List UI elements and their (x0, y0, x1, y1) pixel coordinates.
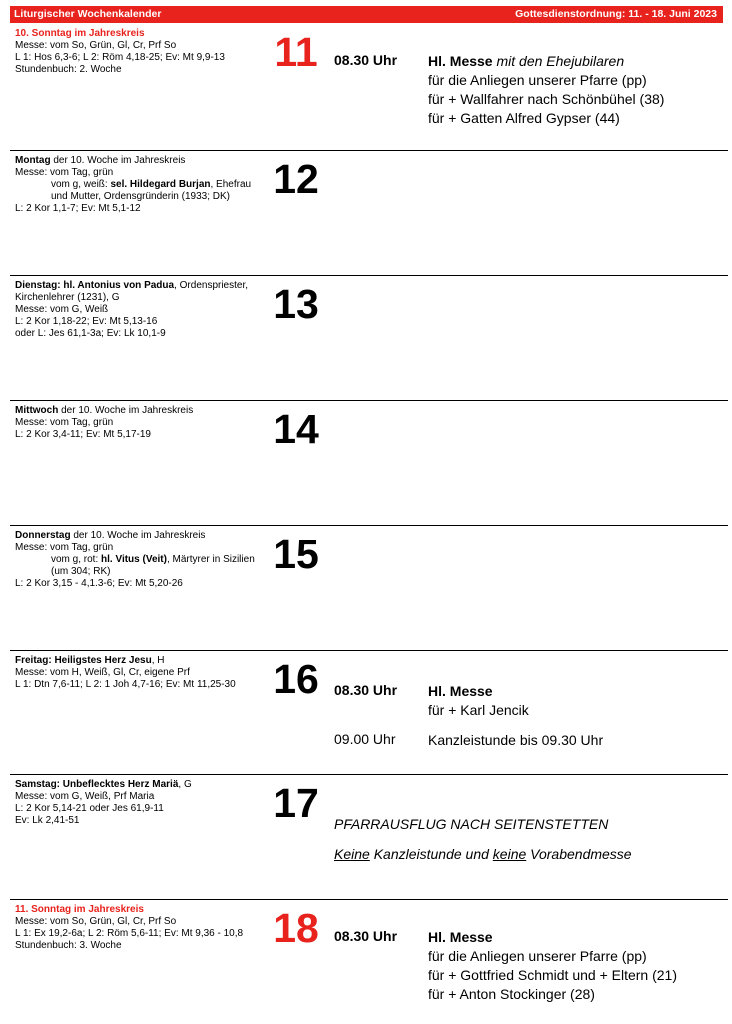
liturgy-info (15, 405, 265, 441)
intention: für + Karl Jencik (428, 702, 529, 718)
note-text: Kanzleistunde und (369, 846, 493, 862)
memorial-prefix: vom g, weiß: (51, 179, 111, 190)
liturgy-line: L: 2 Kor 3,4-11; Ev: Mt 5,17-19 (15, 429, 151, 440)
liturgy-title: Mittwoch (15, 405, 59, 416)
day-divider (10, 400, 728, 401)
event-details (428, 928, 728, 1004)
event-time: 08.30 Uhr (334, 52, 398, 68)
memorial-prefix: vom g, rot: (51, 554, 102, 565)
liturgy-line: Messe: vom G, Weiß (15, 304, 109, 315)
day-divider (10, 275, 728, 276)
intention: für + Wallfahrer nach Schönbühel (38) (428, 91, 665, 107)
liturgy-line: Messe: vom So, Grün, Gl, Cr, Prf So (15, 40, 177, 51)
liturgy-line: Stundenbuch: 3. Woche (15, 940, 122, 951)
liturgy-title: 11. Sonntag im Jahreskreis (15, 904, 144, 915)
liturgy-info (15, 779, 265, 827)
liturgy-line: oder L: Jes 61,1-3a; Ev: Lk 10,1-9 (15, 328, 166, 339)
memorial-saint: hl. Vitus (Veit) (101, 554, 167, 565)
liturgy-title-rest: , H (151, 655, 165, 666)
liturgy-line: L: 2 Kor 5,14-21 oder Jes 61,9-11 (15, 803, 164, 814)
liturgy-line: L: 2 Kor 3,15 - 4,1.3-6; Ev: Mt 5,20-26 (15, 578, 183, 589)
liturgy-line: Ev: Lk 2,41-51 (15, 815, 80, 826)
liturgy-title-rest: der 10. Woche im Jahreskreis (58, 405, 194, 416)
memorial-saint: sel. Hildegard Burjan (110, 179, 211, 190)
emphasis-word: keine (492, 846, 527, 862)
liturgy-title: Donnerstag (15, 530, 71, 541)
liturgy-line: Stundenbuch: 2. Woche (15, 64, 122, 75)
day-number: 16 (273, 656, 319, 702)
liturgy-line: Messe: vom H, Weiß, Gl, Cr, eigene Prf (15, 667, 190, 678)
liturgy-title: Samstag: Unbeflecktes Herz Mariä (15, 779, 179, 790)
liturgy-title-rest: , Ordenspriester, Kirchenlehrer (1231), G (15, 280, 249, 303)
event-title: Hl. Messe (428, 929, 493, 945)
liturgy-line: L 1: Hos 6,3-6; L 2: Röm 4,18-25; Ev: Mt 9,9-13 (15, 52, 225, 63)
event-title: Hl. Messe (428, 53, 493, 69)
day-number: 13 (273, 281, 319, 327)
liturgy-info (15, 280, 265, 340)
emphasis-word: Keine (334, 846, 370, 862)
liturgy-line: Messe: vom G, Weiß, Prf Maria (15, 791, 155, 802)
liturgy-info (15, 28, 265, 76)
intention: für die Anliegen unserer Pfarre (pp) (428, 72, 647, 88)
event-title: Hl. Messe (428, 683, 493, 699)
liturgy-title-rest: der 10. Woche im Jahreskreis (70, 530, 206, 541)
day-divider (10, 150, 728, 151)
intention: für + Gottfried Schmidt und + Eltern (21) (428, 967, 678, 983)
liturgy-title: 10. Sonntag im Jahreskreis (15, 28, 145, 39)
liturgy-info (15, 155, 265, 215)
memorial-description: , Ehefrau und Mutter, Ordensgründerin (1933; DK) (51, 179, 252, 202)
intention: für die Anliegen unserer Pfarre (pp) (428, 948, 647, 964)
day-number: 11 (274, 29, 318, 75)
intention: für + Anton Stockinger (28) (428, 986, 595, 1002)
liturgy-info (15, 530, 265, 590)
day-number: 14 (273, 406, 319, 452)
intention: für + Gatten Alfred Gypser (44) (428, 110, 620, 126)
event-details (428, 682, 728, 720)
special-announcement: PFARRAUSFLUG NACH SEITENSTETTEN (334, 816, 609, 832)
day-divider (10, 650, 728, 651)
liturgy-line: Messe: vom So, Grün, Gl, Cr, Prf So (15, 916, 177, 927)
liturgy-line: L 1: Ex 19,2-6a; L 2: Röm 5,6-11; Ev: Mt 9,36 - 10,8 (15, 928, 244, 939)
day-number: 15 (273, 531, 319, 577)
liturgy-title: Dienstag: hl. Antonius von Padua (15, 280, 175, 291)
liturgy-line: L: 2 Kor 1,18-22; Ev: Mt 5,13-16 (15, 316, 158, 327)
event-time: 09.00 Uhr (334, 731, 396, 747)
liturgy-title: Montag (15, 155, 51, 166)
day-number: 18 (273, 905, 319, 951)
liturgy-info (15, 655, 265, 691)
page-header (10, 6, 723, 23)
liturgy-line: Messe: vom Tag, grün (15, 542, 114, 553)
liturgy-title: Freitag: Heiligstes Herz Jesu (15, 655, 152, 666)
event-subtitle: mit den Ehejubilaren (496, 53, 625, 69)
day-number: 12 (273, 156, 319, 202)
day-divider (10, 774, 728, 775)
event-time: 08.30 Uhr (334, 682, 398, 698)
liturgy-line: L: 2 Kor 1,1-7; Ev: Mt 5,1-12 (15, 203, 141, 214)
header-left-title: Liturgischer Wochenkalender (14, 8, 162, 20)
note-text: Vorabendmesse (526, 846, 632, 862)
liturgy-line: Messe: vom Tag, grün (15, 167, 114, 178)
day-number: 17 (273, 780, 319, 826)
liturgy-info (15, 904, 265, 952)
memorial-description: , Märtyrer in Sizilien (um 304; RK) (51, 554, 255, 577)
liturgy-title-rest: , G (178, 779, 192, 790)
liturgy-line: L 1: Dtn 7,6-11; L 2: 1 Joh 4,7-16; Ev: Mt 11,25-30 (15, 679, 236, 690)
event-details: Kanzleistunde bis 09.30 Uhr (428, 732, 604, 748)
special-note (334, 846, 632, 862)
event-time: 08.30 Uhr (334, 928, 398, 944)
event-details (428, 52, 728, 128)
header-right-title: Gottesdienstordnung: 11. - 18. Juni 2023 (515, 8, 717, 20)
day-divider (10, 899, 728, 900)
liturgy-title-rest: der 10. Woche im Jahreskreis (50, 155, 186, 166)
day-divider (10, 525, 728, 526)
liturgy-line: Messe: vom Tag, grün (15, 417, 114, 428)
